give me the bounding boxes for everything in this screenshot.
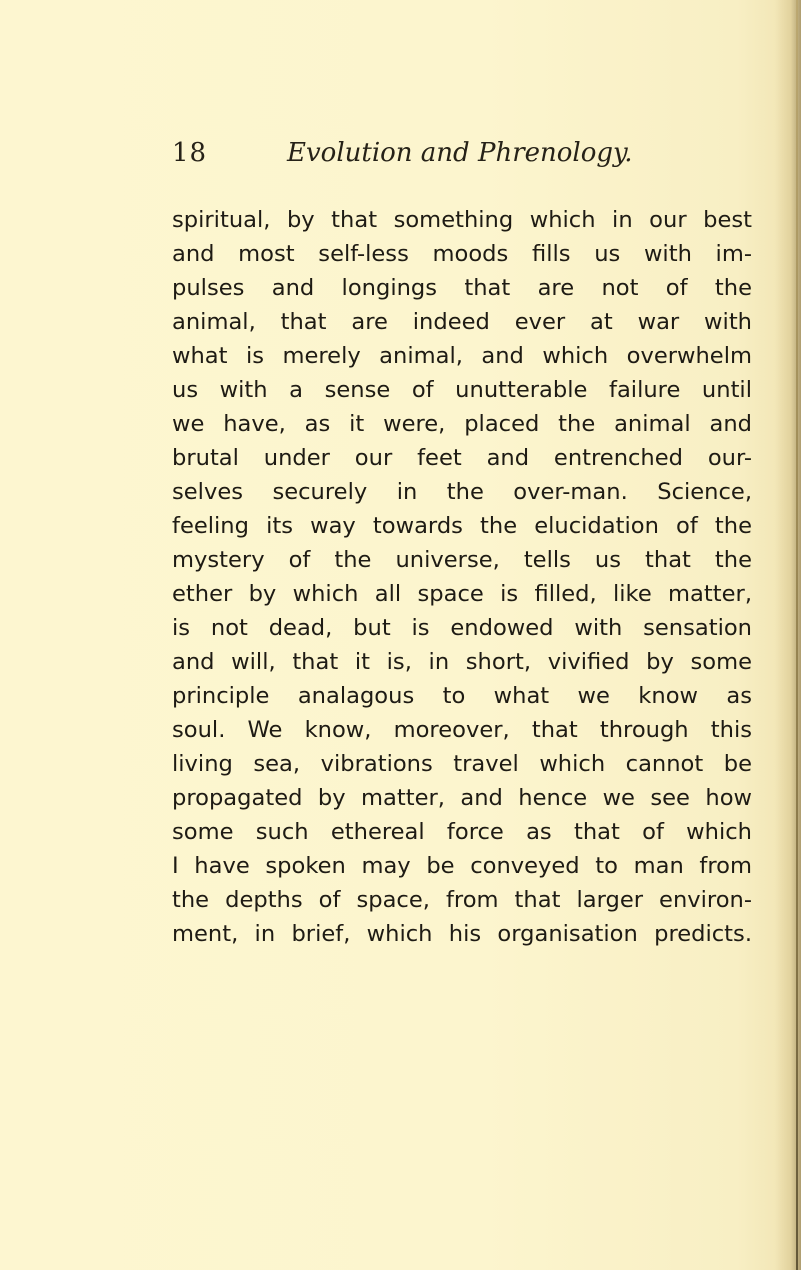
text-line: pulses and longings that are not of the <box>172 275 752 301</box>
running-title: Evolution and Phrenology. <box>287 138 633 168</box>
text-line: us with a sense of unutterable failure until <box>172 377 752 403</box>
text-line: animal, that are indeed ever at war with <box>172 309 752 335</box>
text-line: the depths of space, from that larger environ- <box>172 887 752 913</box>
page-number: 18 <box>172 138 208 168</box>
text-line: living sea, vibrations travel which cannot be <box>172 751 752 777</box>
text-line: feeling its way towards the elucidation of the <box>172 513 752 539</box>
text-line: and will, that it is, in short, vivified by some <box>172 649 752 675</box>
page-edge-line <box>796 0 798 1270</box>
text-line: what is merely animal, and which overwhelm <box>172 343 752 369</box>
text-line: ether by which all space is filled, like matter, <box>172 581 752 607</box>
text-line: propagated by matter, and hence we see how <box>172 785 752 811</box>
text-line: selves securely in the over-man. Science, <box>172 479 752 505</box>
body-text <box>172 203 752 951</box>
text-line: some such ethereal force as that of which <box>172 819 752 845</box>
text-line: spiritual, by that something which in our best <box>172 207 752 233</box>
text-line: is not dead, but is endowed with sensation <box>172 615 752 641</box>
text-line: mystery of the universe, tells us that the <box>172 547 752 573</box>
text-line: we have, as it were, placed the animal and <box>172 411 752 437</box>
text-line: and most self-less moods fills us with im- <box>172 241 752 267</box>
text-line: soul. We know, moreover, that through this <box>172 717 752 743</box>
text-line: I have spoken may be conveyed to man from <box>172 853 752 879</box>
text-line: ment, in brief, which his organisation predicts. <box>172 921 752 947</box>
text-line: principle analagous to what we know as <box>172 683 752 709</box>
text-line: brutal under our feet and entrenched our- <box>172 445 752 471</box>
running-head <box>172 138 632 178</box>
